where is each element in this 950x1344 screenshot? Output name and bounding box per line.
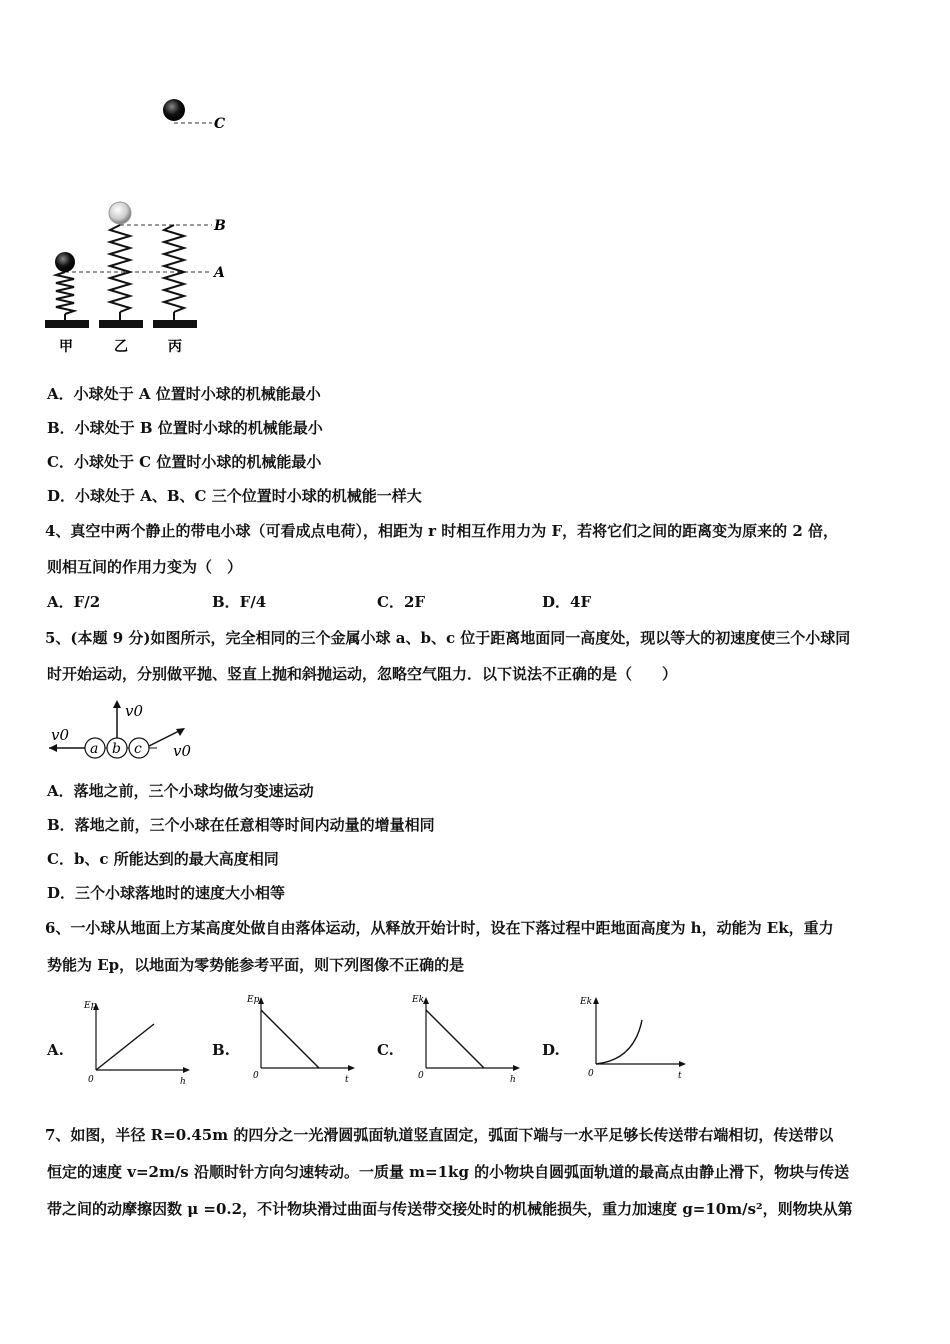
label-yi: 乙 <box>114 339 128 355</box>
base-bing <box>153 320 197 328</box>
spring-yi <box>110 225 130 312</box>
ball-yi <box>109 202 131 224</box>
ball-jia <box>55 252 75 272</box>
q4-option-c: C．2F <box>377 593 426 611</box>
q3-option-c: C．小球处于 C 位置时小球的机械能最小 <box>47 453 322 471</box>
graph-a-line <box>96 1024 154 1070</box>
graph-c-line <box>426 1010 484 1068</box>
q5-stem-line2: 时开始运动，分别做平抛、竖直上抛和斜抛运动，忽略空气阻力．以下说法不正确的是（ ） <box>47 665 678 683</box>
q5-stem-line1: 5、(本题 9 分)如图所示，完全相同的三个金属小球 a、b、c 位于距离地面同一高度处，现以等大的初速度使三个小球同 <box>45 629 851 647</box>
q4-option-b: B．F/4 <box>212 593 267 611</box>
q3-option-b: B．小球处于 B 位置时小球的机械能最小 <box>47 419 323 437</box>
q5-balls-figure <box>45 698 205 770</box>
graph-c-xlabel: h <box>510 1075 516 1085</box>
base-yi <box>99 320 143 328</box>
graph-c-origin: 0 <box>418 1071 424 1081</box>
label-jia: 甲 <box>59 339 73 355</box>
q6-stem-line1: 6、一小球从地面上方某高度处做自由落体运动，从释放开始计时，设在下落过程中距地面高度为 h，动能为 Ek，重力 <box>45 919 834 937</box>
q7-stem-line3: 带之间的动摩擦因数 μ =0.2，不计物块滑过曲面与传送带交接处时的机械能损失，重力加速度 g=10m/s²，则物块从第 <box>47 1200 853 1218</box>
label-bing: 丙 <box>168 339 182 355</box>
ball-a-label: a <box>90 741 99 757</box>
v-up-label: v0 <box>125 702 144 720</box>
graph-a-origin: 0 <box>88 1075 94 1085</box>
q3-option-d: D．小球处于 A、B、C 三个位置时小球的机械能一样大 <box>47 487 422 505</box>
spring-figure <box>40 90 250 365</box>
q6-graph-d <box>576 990 691 1086</box>
q5-option-d: D．三个小球落地时的速度大小相等 <box>47 884 286 902</box>
graph-a-xlabel: h <box>180 1077 186 1087</box>
label-b: B <box>214 218 226 234</box>
q6-graph-b <box>245 990 360 1086</box>
graph-b-xlabel: t <box>345 1075 349 1085</box>
q7-stem-line2: 恒定的速度 v=2m/s 沿顺时针方向匀速转动。一质量 m=1kg 的小物块自圆弧面轨道的最高点由静止滑下，物块与传送 <box>47 1163 850 1181</box>
q5-option-c: C．b、c 所能达到的最大高度相同 <box>47 850 279 868</box>
spring-bing <box>164 225 184 312</box>
q5-option-b: B．落地之前，三个小球在任意相等时间内动量的增量相同 <box>47 816 435 834</box>
graph-a-ylabel: Ep <box>84 1001 97 1011</box>
q4-stem-line2: 则相互间的作用力变为（ ） <box>47 558 243 576</box>
q6-graph-a-label: A. <box>47 1041 64 1059</box>
graph-c-ylabel: Ek <box>412 995 425 1005</box>
q6-graph-b-label: B. <box>212 1041 230 1059</box>
graph-b-origin: 0 <box>253 1071 259 1081</box>
q6-stem-line2: 势能为 Ep，以地面为零势能参考平面，则下列图像不正确的是 <box>47 956 465 974</box>
q5-option-a: A．落地之前，三个小球均做匀变速运动 <box>47 782 314 800</box>
graph-d-xlabel: t <box>678 1071 682 1081</box>
spring-jia <box>56 272 74 314</box>
graph-d-ylabel: Ek <box>580 997 593 1007</box>
ball-b-label: b <box>112 741 121 757</box>
q6-graph-c <box>410 990 525 1086</box>
q3-option-a: A．小球处于 A 位置时小球的机械能最小 <box>47 385 321 403</box>
base-jia <box>45 320 89 328</box>
v-left-label: v0 <box>51 726 70 744</box>
ball-c <box>163 99 185 121</box>
graph-d-curve <box>596 1020 642 1064</box>
q6-graph-a <box>80 996 195 1088</box>
graph-b-line <box>261 1010 319 1068</box>
label-a: A <box>214 265 225 281</box>
q4-stem-line1: 4、真空中两个静止的带电小球（可看成点电荷），相距为 r 时相互作用力为 F，若将它们之间的距离变为原来的 2 倍， <box>45 522 839 540</box>
q4-option-a: A．F/2 <box>47 593 101 611</box>
graph-d-origin: 0 <box>588 1069 594 1079</box>
label-c: C <box>214 116 226 132</box>
v-right-label: v0 <box>173 742 192 760</box>
q7-stem-line1: 7、如图，半径 R=0.45m 的四分之一光滑圆弧面轨道竖直固定，弧面下端与一水平足够长传送带右端相切，传送带以 <box>45 1126 834 1144</box>
graph-b-ylabel: Ep <box>247 995 260 1005</box>
ball-c-label: c <box>134 741 142 757</box>
q4-option-d: D．4F <box>542 593 592 611</box>
q6-graph-d-label: D. <box>542 1041 560 1059</box>
q6-graph-c-label: C. <box>377 1041 394 1059</box>
